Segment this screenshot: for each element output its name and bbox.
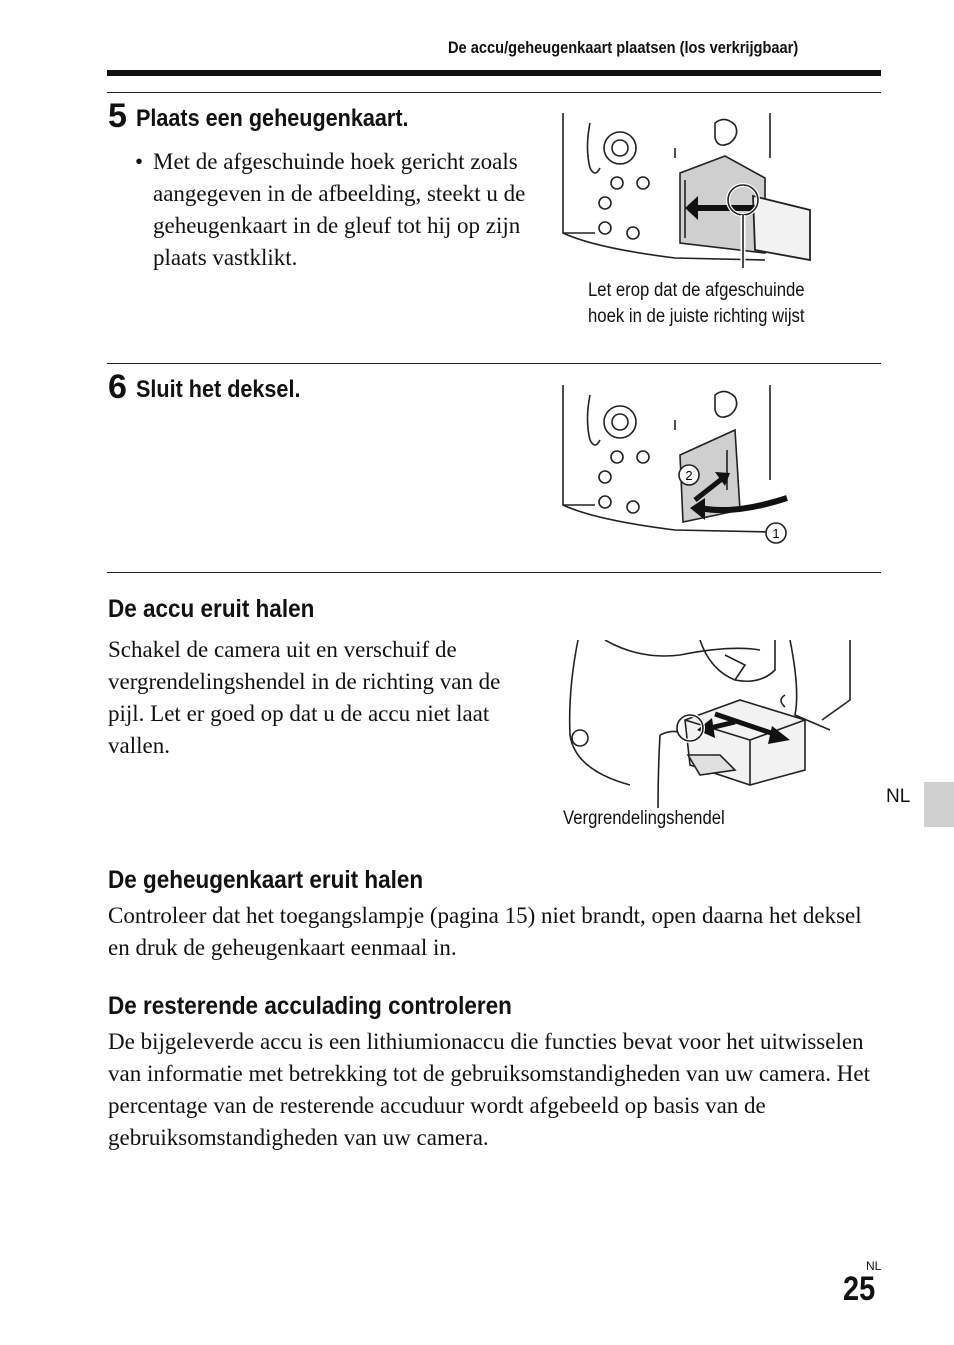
step-5-title: Plaats een geheugenkaart. — [136, 105, 409, 132]
step-5-bullet-text: Met de afgeschuinde hoek gericht zoals aangegeven in de afbeelding, steekt u de geheugenkaart in de gleuf tot hij op zijn plaats vastklikt. — [153, 149, 526, 270]
bullet-marker: • — [135, 149, 144, 174]
step-6-number: 6 — [108, 368, 127, 406]
section-charge-body: De bijgeleverde accu is een lithiumionaccu die functies bevat voor het uitwisselen van informatie met betrekking tot de gebruiksomstandigheden van uw camera. Het percentage van de resterende accuduur wordt afgebeeld op basis van de gebruiksomstandigheden van uw camera. — [108, 1029, 870, 1150]
step-5-caption-line2: hoek in de juiste richting wijst — [588, 306, 805, 327]
header-rule — [107, 70, 881, 76]
side-tab — [924, 782, 954, 827]
section-battery-title: De accu eruit halen — [108, 595, 315, 623]
callout-1: 1 — [772, 526, 780, 541]
section-card-title: De geheugenkaart eruit halen — [108, 866, 424, 894]
divider — [107, 363, 881, 364]
battery-removal-illustration — [560, 640, 855, 808]
page-lang: NL — [866, 1259, 882, 1273]
section-battery-body: Schakel de camera uit en verschuif de vergrendelingshendel in de richting van de pijl. Let er goed op dat u de accu niet laat vallen. — [108, 637, 501, 758]
page-number: 25 — [843, 1270, 876, 1308]
section-card-body: Controleer dat het toegangslampje (pagina 15) niet brandt, open daarna het deksel en druk de geheugenkaart eenmaal in. — [108, 903, 862, 960]
divider — [107, 572, 881, 573]
divider — [107, 92, 881, 93]
camera-lid-close-illustration — [555, 380, 800, 545]
callout-2: 2 — [685, 468, 693, 483]
camera-card-slot-illustration — [555, 108, 825, 268]
battery-caption: Vergrendelingshendel — [563, 808, 725, 829]
step-5-caption-line1: Let erop dat de afgeschuinde — [588, 280, 805, 301]
section-charge-title: De resterende acculading controleren — [108, 992, 512, 1020]
running-header: De accu/geheugenkaart plaatsen (los verkrijgbaar) — [448, 38, 799, 57]
step-6-title: Sluit het deksel. — [136, 376, 301, 403]
side-tab-label: NL — [886, 786, 911, 807]
step-5-number: 5 — [108, 97, 127, 135]
